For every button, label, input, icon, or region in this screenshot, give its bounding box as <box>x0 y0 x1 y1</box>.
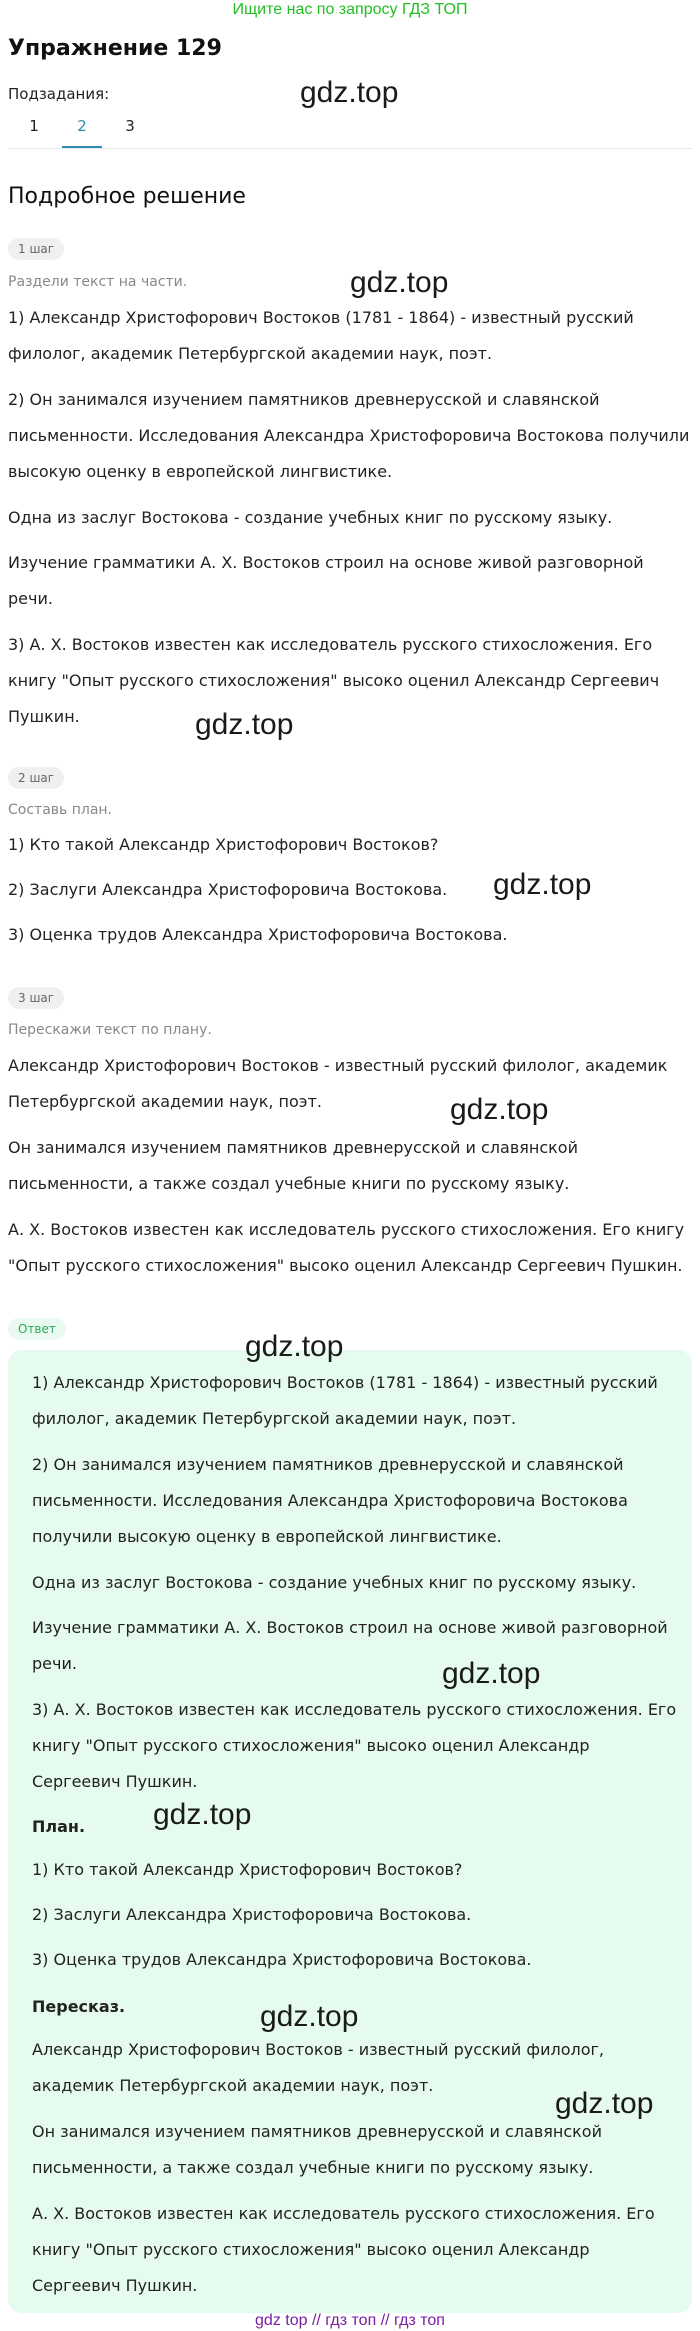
footer-links[interactable]: gdz top // гдз топ // гдз топ <box>255 2312 445 2329</box>
step-1-paragraph-3: Одна из заслуг Востокова - создание учебных книг по русскому языку. <box>8 508 613 527</box>
watermark: gdz.top <box>350 266 449 299</box>
watermark: gdz.top <box>442 1657 541 1690</box>
step-2-paragraph-1: 1) Кто такой Александр Христофорович Востоков? <box>8 835 439 854</box>
step-2-paragraph-3: 3) Оценка трудов Александра Христофоровича Востокова. <box>8 925 508 944</box>
step-3-paragraph-1: Александр Христофорович Востоков - известный русский филолог, академик Петербургской академии наук, поэт. <box>8 1056 668 1111</box>
watermark: gdz.top <box>300 76 399 109</box>
answer-retelling-1: Александр Христофорович Востоков - известный русский филолог, академик Петербургской академии наук, поэт. <box>32 2040 604 2095</box>
watermark: gdz.top <box>493 868 592 901</box>
step-3-paragraph-2: Он занимался изучением памятников древнерусской и славянской письменности, а также создал учебные книги по русскому языку. <box>8 1138 578 1193</box>
watermark: gdz.top <box>555 2087 654 2120</box>
step-2-hint: Составь план. <box>8 802 113 818</box>
answer-retelling-3: А. Х. Востоков известен как исследователь русского стихосложения. Его книгу "Опыт русского стихосложения" высоко оценил Александр Сергеевич Пушкин. <box>32 2204 655 2295</box>
tab-subtask-2[interactable]: 2 <box>62 110 102 148</box>
step-1-badge: 1 шаг <box>8 238 64 260</box>
subtasks-label: Подзадания: <box>8 85 110 103</box>
step-3-badge: 3 шаг <box>8 987 64 1009</box>
step-1-paragraph-5: 3) А. Х. Востоков известен как исследователь русского стихосложения. Его книгу "Опыт русского стихосложения" высоко оценил Александр Сергеевич Пушкин. <box>8 635 660 726</box>
watermark: gdz.top <box>153 1798 252 1831</box>
answer-badge: Ответ <box>8 1318 66 1340</box>
page-title: Упражнение 129 <box>8 36 222 61</box>
section-title: Подробное решение <box>8 184 246 209</box>
step-1-paragraph-2: 2) Он занимался изучением памятников древнерусской и славянской письменности. Исследования Александра Христофоровича Востокова получили высокую оценку в европейской лингвистике. <box>8 390 690 481</box>
answer-paragraph-4: Изучение грамматики А. Х. Востоков строил на основе живой разговорной речи. <box>32 1618 668 1673</box>
tabs-divider <box>8 148 692 149</box>
subtask-tabs <box>8 110 692 150</box>
watermark: gdz.top <box>195 708 294 741</box>
retelling-heading: Пересказ. <box>32 1997 126 2016</box>
answer-paragraph-1: 1) Александр Христофорович Востоков (1781 - 1864) - известный русский филолог, академик Петербургской академии наук, поэт. <box>32 1373 658 1428</box>
top-banner: Ищите нас по запросу ГДЗ ТОП <box>232 1 468 18</box>
plan-heading: План. <box>32 1817 86 1836</box>
tab-subtask-1[interactable]: 1 <box>29 117 39 135</box>
step-1-paragraph-4: Изучение грамматики А. Х. Востоков строил на основе живой разговорной речи. <box>8 553 644 608</box>
step-2-badge: 2 шаг <box>8 767 64 789</box>
answer-paragraph-3: Одна из заслуг Востокова - создание учебных книг по русскому языку. <box>32 1573 637 1592</box>
watermark: gdz.top <box>245 1330 344 1363</box>
step-3-hint: Перескажи текст по плану. <box>8 1022 212 1038</box>
answer-plan-item-2: 2) Заслуги Александра Христофоровича Востокова. <box>32 1905 472 1924</box>
step-1-paragraph-1: 1) Александр Христофорович Востоков (1781 - 1864) - известный русский филолог, академик Петербургской академии наук, поэт. <box>8 308 634 363</box>
step-2-paragraph-2: 2) Заслуги Александра Христофоровича Востокова. <box>8 880 448 899</box>
answer-paragraph-5: 3) А. Х. Востоков известен как исследователь русского стихосложения. Его книгу "Опыт русского стихосложения" высоко оценил Александр Сергеевич Пушкин. <box>32 1700 677 1791</box>
watermark: gdz.top <box>450 1093 549 1126</box>
tab-subtask-3[interactable]: 3 <box>125 117 135 135</box>
answer-paragraph-2: 2) Он занимался изучением памятников древнерусской и славянской письменности. Исследования Александра Христофоровича Востокова получили высокую оценку в европейской лингвистике. <box>32 1455 628 1546</box>
step-1-hint: Раздели текст на части. <box>8 274 188 290</box>
answer-plan-item-1: 1) Кто такой Александр Христофорович Востоков? <box>32 1860 463 1879</box>
answer-retelling-2: Он занимался изучением памятников древнерусской и славянской письменности, а также создал учебные книги по русскому языку. <box>32 2122 602 2177</box>
step-3-paragraph-3: А. Х. Востоков известен как исследователь русского стихосложения. Его книгу "Опыт русского стихосложения" высоко оценил Александр Сергеевич Пушкин. <box>8 1220 685 1275</box>
answer-plan-item-3: 3) Оценка трудов Александра Христофоровича Востокова. <box>32 1950 532 1969</box>
watermark: gdz.top <box>260 2000 359 2033</box>
